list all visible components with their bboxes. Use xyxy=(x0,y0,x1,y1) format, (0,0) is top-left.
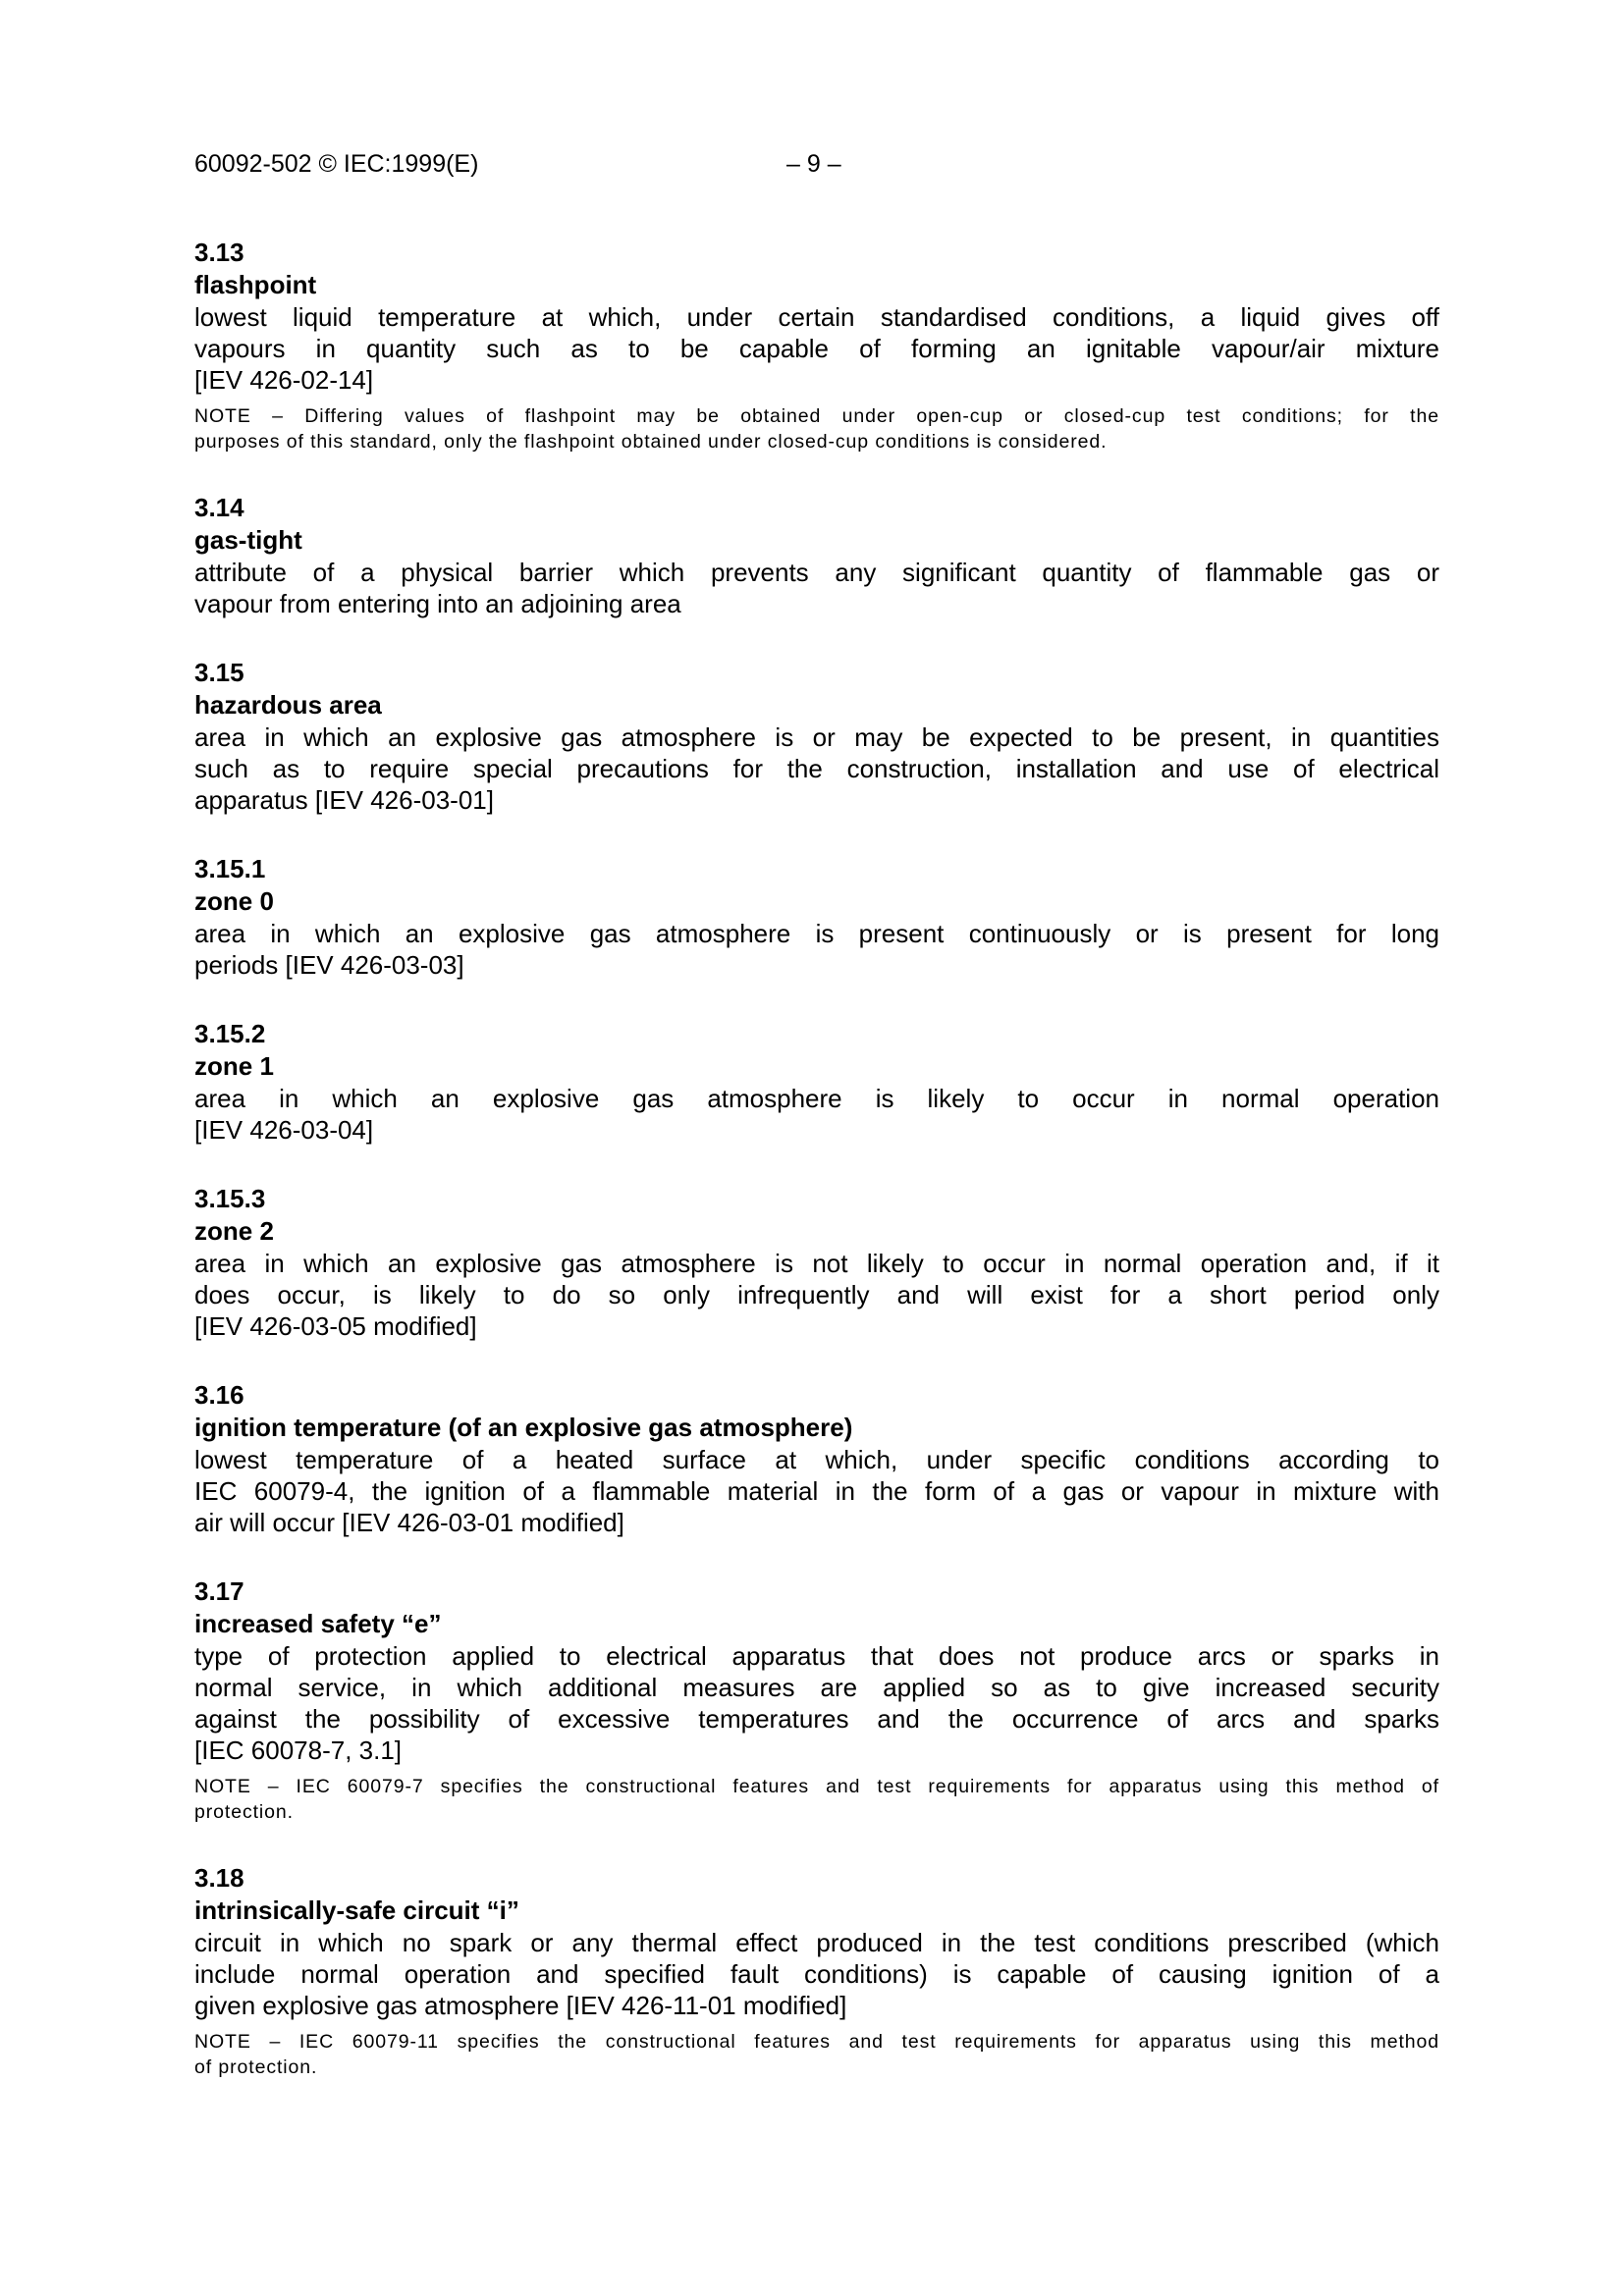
note-line: NOTE – IEC 60079-11 specifies the constructional features and test requirements for apparatus using this method xyxy=(194,2031,1439,2053)
term-title: increased safety “e” xyxy=(194,1609,442,1638)
definition-line: area in which an explosive gas atmosphere is or may be expected to be present, in quantities xyxy=(194,722,1439,752)
term-title: gas-tight xyxy=(194,525,302,555)
term-number: 3.15 xyxy=(194,658,244,687)
term-number: 3.15.1 xyxy=(194,854,266,883)
term-title: ignition temperature (of an explosive gas atmosphere) xyxy=(194,1413,853,1442)
term-note xyxy=(194,1774,1439,1825)
definition-line: IEC 60079-4, the ignition of a flammable material in the form of a gas or vapour in mixture with xyxy=(194,1476,1439,1506)
definition-line: periods [IEV 426-03-03] xyxy=(194,950,464,980)
note-line: protection. xyxy=(194,1801,294,1823)
document-id: 60092-502 © IEC:1999(E) xyxy=(194,150,479,178)
definition-line: attribute of a physical barrier which prevents any significant quantity of flammable gas or xyxy=(194,558,1439,587)
term-entry xyxy=(194,492,1439,619)
definition-line: [IEV 426-03-05 modified] xyxy=(194,1311,477,1341)
term-definition xyxy=(194,1444,1439,1538)
definition-line: given explosive gas atmosphere [IEV 426-11-01 modified] xyxy=(194,1991,847,2020)
definition-line: air will occur [IEV 426-03-01 modified] xyxy=(194,1508,624,1537)
term-definition xyxy=(194,1927,1439,2021)
term-entry xyxy=(194,1862,1439,2080)
term-definition xyxy=(194,301,1439,396)
definition-line: such as to require special precautions for the construction, installation and use of electrical xyxy=(194,754,1439,783)
term-entry xyxy=(194,657,1439,816)
definition-line: type of protection applied to electrical apparatus that does not produce arcs or sparks in xyxy=(194,1641,1439,1671)
term-entry xyxy=(194,1379,1439,1538)
note-line: purposes of this standard, only the flashpoint obtained under closed-cup conditions is considered. xyxy=(194,431,1108,453)
definition-line: vapour from entering into an adjoining area xyxy=(194,589,681,618)
term-note xyxy=(194,2029,1439,2080)
term-number: 3.13 xyxy=(194,238,244,267)
note-line: NOTE – Differing values of flashpoint may be obtained under open-cup or closed-cup test conditions; for the xyxy=(194,405,1439,427)
term-entry xyxy=(194,853,1439,981)
term-title: flashpoint xyxy=(194,270,317,299)
definition-line: apparatus [IEV 426-03-01] xyxy=(194,785,494,815)
definition-line: area in which an explosive gas atmosphere is present continuously or is present for long xyxy=(194,919,1439,948)
term-definition xyxy=(194,721,1439,816)
term-number: 3.16 xyxy=(194,1380,244,1410)
term-definition xyxy=(194,1083,1439,1146)
definition-line: does occur, is likely to do so only infrequently and will exist for a short period only xyxy=(194,1280,1439,1309)
definition-line: circuit in which no spark or any thermal effect produced in the test conditions prescribed (which xyxy=(194,1928,1439,1957)
definition-line: [IEV 426-02-14] xyxy=(194,365,374,395)
page-number: – 9 – xyxy=(786,150,841,178)
note-line: of protection. xyxy=(194,2056,318,2078)
term-entry xyxy=(194,1183,1439,1342)
definition-line: include normal operation and specified fault conditions) is capable of causing ignition of a xyxy=(194,1959,1439,1989)
term-definition xyxy=(194,1640,1439,1766)
term-title: hazardous area xyxy=(194,690,382,720)
term-title: zone 2 xyxy=(194,1216,274,1246)
definition-line: lowest temperature of a heated surface at which, under specific conditions according to xyxy=(194,1445,1439,1474)
term-definition xyxy=(194,1248,1439,1342)
definition-line: [IEC 60078-7, 3.1] xyxy=(194,1735,403,1765)
term-title: zone 1 xyxy=(194,1051,274,1081)
definition-line: against the possibility of excessive temperatures and the occurrence of arcs and sparks xyxy=(194,1704,1439,1734)
term-number: 3.14 xyxy=(194,493,244,522)
term-entry xyxy=(194,237,1439,454)
definition-line: area in which an explosive gas atmosphere is not likely to occur in normal operation and, if it xyxy=(194,1249,1439,1278)
definition-line: area in which an explosive gas atmosphere is likely to occur in normal operation xyxy=(194,1084,1439,1113)
definition-line: [IEV 426-03-04] xyxy=(194,1115,374,1145)
term-definition xyxy=(194,918,1439,981)
note-line: NOTE – IEC 60079-7 specifies the constructional features and test requirements for apparatus using this method of xyxy=(194,1776,1439,1797)
term-number: 3.15.3 xyxy=(194,1184,266,1213)
definition-line: vapours in quantity such as to be capable of forming an ignitable vapour/air mixture xyxy=(194,334,1439,363)
term-number: 3.17 xyxy=(194,1576,244,1606)
term-entry xyxy=(194,1575,1439,1825)
term-definition xyxy=(194,557,1439,619)
page-header xyxy=(194,149,841,179)
term-number: 3.18 xyxy=(194,1863,244,1893)
term-number: 3.15.2 xyxy=(194,1019,266,1048)
definition-line: normal service, in which additional measures are applied so as to give increased security xyxy=(194,1673,1439,1702)
terms-list xyxy=(194,237,1439,2080)
term-entry xyxy=(194,1018,1439,1146)
term-note xyxy=(194,403,1439,454)
definition-line: lowest liquid temperature at which, under certain standardised conditions, a liquid gives off xyxy=(194,302,1439,332)
term-title: zone 0 xyxy=(194,886,274,916)
term-title: intrinsically-safe circuit “i” xyxy=(194,1896,519,1925)
